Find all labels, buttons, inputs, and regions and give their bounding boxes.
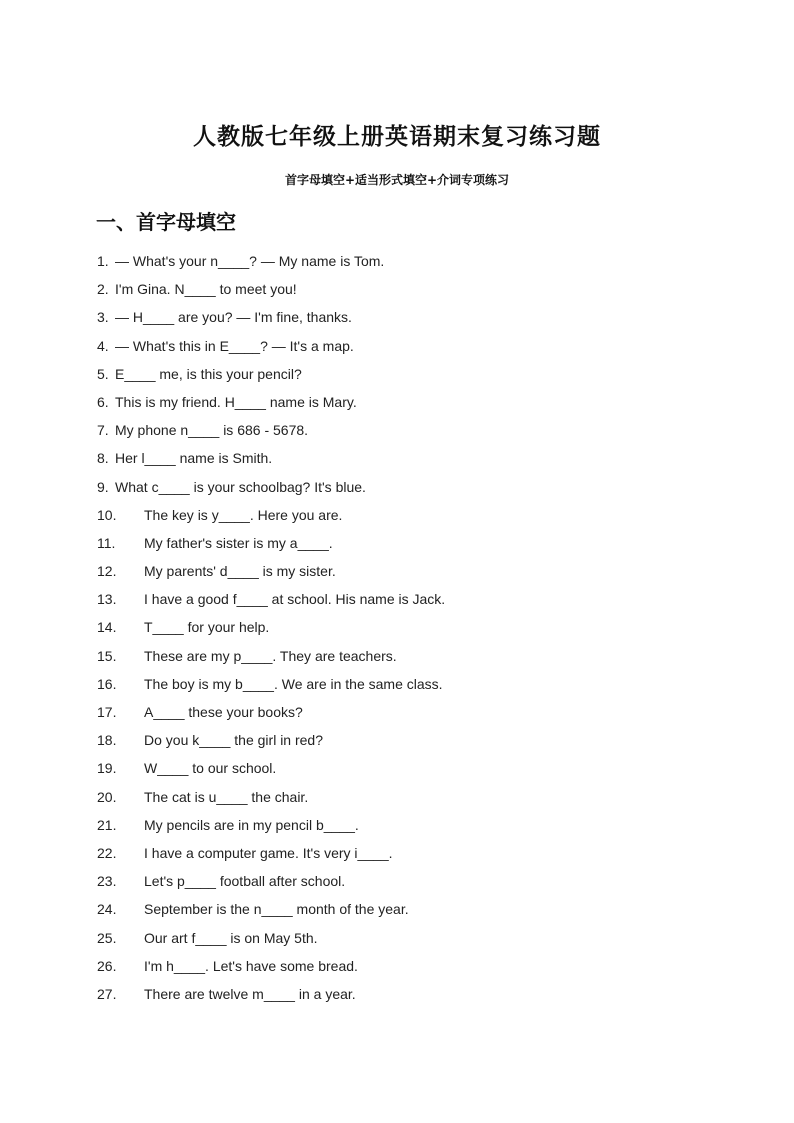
question-number: 23. [97, 873, 117, 890]
question-text: September is the n____ month of the year. [144, 901, 409, 918]
question-item [97, 336, 737, 364]
question-item [97, 928, 737, 956]
question-text: W____ to our school. [144, 760, 277, 777]
question-text: The boy is my b____. We are in the same class. [144, 675, 443, 692]
question-item [97, 279, 737, 307]
question-number: 4. [97, 337, 109, 354]
question-number: 1. [97, 253, 109, 269]
question-item [97, 702, 737, 730]
question-number: 8. [97, 450, 109, 467]
question-item [97, 392, 737, 420]
question-number: 21. [97, 816, 117, 833]
question-text: Do you k____ the girl in red? [144, 732, 323, 749]
question-item [97, 617, 737, 645]
question-number: 6. [97, 393, 109, 410]
question-number: 7. [97, 422, 109, 439]
question-text: This is my friend. H____ name is Mary. [115, 393, 357, 410]
question-number: 19. [97, 760, 117, 777]
question-number: 13. [97, 591, 117, 608]
question-text: Our art f____ is on May 5th. [144, 929, 318, 946]
question-number: 22. [97, 844, 117, 861]
question-text: I have a computer game. It's very i____. [144, 844, 393, 861]
question-text: There are twelve m____ in a year. [144, 985, 356, 1002]
question-text: — What's this in E____? — It's a map. [115, 337, 354, 354]
question-item [97, 787, 737, 815]
question-text: My phone n____ is 686 - 5678. [115, 422, 309, 439]
question-number: 3. [97, 309, 109, 326]
question-item [97, 364, 737, 392]
question-text: I'm h____. Let's have some bread. [144, 957, 358, 974]
question-text: Her l____ name is Smith. [115, 450, 273, 467]
question-item [97, 251, 737, 279]
question-number: 24. [97, 901, 117, 918]
question-text: My father's sister is my a____. [144, 534, 333, 551]
question-item [97, 533, 737, 561]
question-item [97, 448, 737, 476]
question-item [97, 815, 737, 843]
question-number: 9. [97, 478, 109, 495]
question-text: I have a good f____ at school. His name is Jack. [144, 591, 446, 608]
question-item [97, 307, 737, 335]
question-item [97, 956, 737, 984]
question-text: I'm Gina. N____ to meet you! [115, 281, 297, 298]
question-item [97, 477, 737, 505]
question-text: — What's your n____? — My name is Tom. [115, 253, 385, 269]
question-item [97, 561, 737, 589]
question-item [97, 420, 737, 448]
question-number: 15. [97, 647, 117, 664]
question-number: 18. [97, 732, 117, 749]
question-text: T____ for your help. [144, 619, 270, 636]
question-number: 16. [97, 675, 117, 692]
section-heading: 一、首字母填空 [96, 210, 236, 234]
question-item [97, 871, 737, 899]
question-item [97, 843, 737, 871]
question-text: My pencils are in my pencil b____. [144, 816, 359, 833]
question-text: Let's p____ football after school. [144, 873, 346, 890]
question-text: The cat is u____ the chair. [144, 788, 309, 805]
question-item [97, 674, 737, 702]
question-item [97, 899, 737, 927]
question-text: A____ these your books? [144, 704, 303, 720]
question-text: The key is y____. Here you are. [144, 506, 343, 523]
question-text: — H____ are you? — I'm fine, thanks. [115, 309, 352, 326]
question-text: What c____ is your schoolbag? It's blue. [115, 478, 366, 495]
question-item [97, 730, 737, 758]
question-number: 12. [97, 563, 117, 580]
question-item [97, 646, 737, 674]
question-number: 27. [97, 985, 117, 1002]
question-number: 10. [97, 506, 117, 523]
document-subtitle: 首字母填空+适当形式填空+介词专项练习 [284, 173, 510, 187]
question-number: 2. [97, 281, 109, 298]
question-text: My parents' d____ is my sister. [144, 563, 336, 580]
document-title: 人教版七年级上册英语期末复习练习题 [193, 124, 601, 150]
question-text: These are my p____. They are teachers. [144, 647, 397, 664]
question-number: 25. [97, 929, 117, 946]
question-item [97, 589, 737, 617]
question-number: 20. [97, 788, 117, 805]
question-number: 14. [97, 619, 117, 636]
question-number: 26. [97, 957, 117, 974]
question-number: 11. [97, 534, 116, 551]
question-item [97, 505, 737, 533]
question-item [97, 758, 737, 786]
question-number: 5. [97, 365, 109, 382]
question-number: 17. [97, 704, 117, 720]
question-list [97, 251, 737, 1012]
question-item [97, 984, 737, 1012]
question-text: E____ me, is this your pencil? [115, 365, 302, 382]
